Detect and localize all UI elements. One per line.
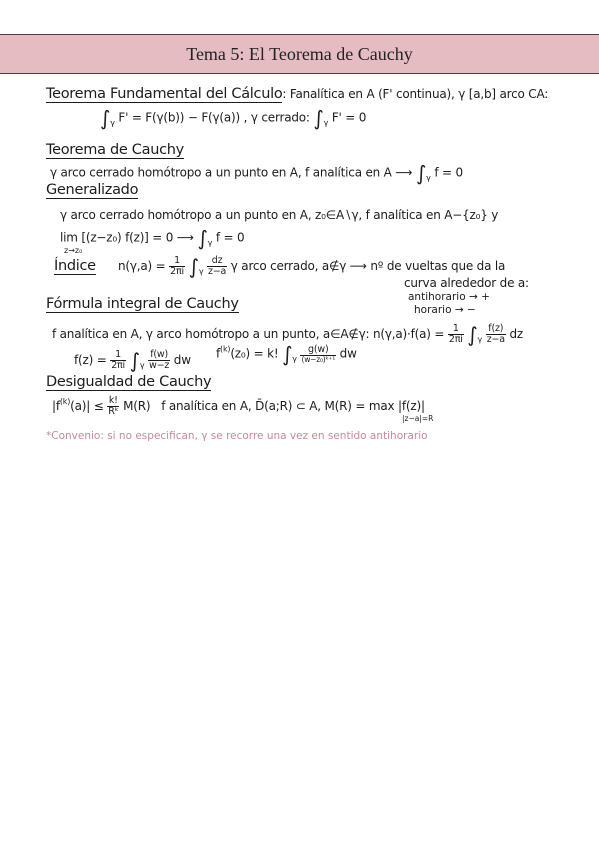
inequality-heading: Desigualdad de Cauchy	[46, 374, 212, 390]
integral-formula-heading: Fórmula integral de Cauchy	[46, 296, 239, 312]
inequality-fraction: $\frac{k!}{\text{Rᵏ}}$	[108, 395, 119, 417]
cauchy-line: γ arco cerrado homótropo a un punto en A, f analítica en A ⟶ $\int_\gamma$ f = 0	[50, 161, 463, 185]
fundamental-formula-line: $\int_\gamma$ F' = F(γ(b)) − F(γ(a)) , γ cerrado: $\int_\gamma$ F' = 0	[100, 106, 367, 130]
integral-sign: ∫	[129, 348, 140, 373]
limit-subscript: z→z₀	[64, 246, 83, 255]
title-banner	[0, 34, 599, 74]
derivative-integrand: $\frac{g(w)}{\text{(w−z₀)ᵏ⁺¹}}$	[301, 343, 336, 364]
derivative-order: (k)	[220, 344, 231, 354]
index-heading: Índice	[54, 258, 96, 274]
page-title: Tema 5: El Teorema de Cauchy	[186, 44, 413, 64]
derivative-arg: (z₀) = k!	[230, 346, 279, 361]
inequality-line	[52, 396, 425, 417]
closed-label: , γ cerrado:	[243, 110, 310, 125]
integral-sign: ∫	[282, 342, 293, 366]
integral-sign: ∫	[100, 106, 111, 130]
generalized-statement: γ arco cerrado homótropo a un punto en A, z₀∈A∖γ, f analítica en A−{z₀} y	[60, 208, 499, 222]
f-integrand: $\frac{f(w)}{w-z}$	[149, 349, 170, 371]
anticlockwise-rule: antihorario → +	[408, 291, 490, 303]
index-coefficient: $\frac{1}{2\pi i}$	[170, 255, 184, 277]
inequality-condition: f analítica en A, D̄(a;R) ⊂ A, M(R) = max |f(z)|	[161, 398, 425, 413]
integral-formula-statement: f analítica en A, γ arco homótropo a un punto, a∈A∉γ: n(γ,a)·f(a) =	[52, 326, 445, 341]
integral-sign: ∫	[313, 106, 324, 130]
inequality-arg: (a)| ≤	[70, 398, 104, 413]
fundamental-formula: F' = F(γ(b)) − F(γ(a))	[118, 110, 241, 125]
cauchy-result: f = 0	[434, 165, 463, 180]
inequality-rhs: M(R)	[123, 398, 151, 413]
integral-sign: ∫	[415, 161, 427, 185]
generalized-limit-line: lim [(z−z₀) f(z)] = 0 ⟶ $\int_\gamma$ f = 0	[60, 226, 245, 250]
f-lhs: f(z) =	[74, 352, 107, 367]
derivative-lhs: f	[216, 346, 221, 361]
fundamental-statement: : Fanalítica en A (F' continua), γ [a,b] arco CA:	[282, 87, 549, 101]
derivative-dw: dw	[339, 346, 357, 361]
fundamental-heading: Teorema Fundamental del Cálculo	[46, 86, 283, 102]
integral-sign: ∫	[467, 322, 478, 347]
clockwise-rule: horario → −	[414, 304, 476, 316]
integral-formula-integrand: $\frac{f(z)}{z-a}$	[486, 323, 505, 345]
limit-expression: lim [(z−z₀) f(z)] = 0 ⟶	[60, 230, 194, 245]
f-dw: dw	[173, 352, 191, 367]
fundamental-theorem	[46, 86, 548, 102]
max-subscript: |z−a|=R	[402, 414, 434, 423]
generalized-result: f = 0	[215, 230, 245, 245]
integral-formula-dz: dz	[509, 326, 524, 341]
index-condition-2: curva alrededor de a:	[404, 276, 529, 290]
generalized-heading: Generalizado	[46, 182, 139, 198]
closed-formula: F' = 0	[331, 110, 367, 125]
f-coefficient: $\frac{1}{2\pi i}$	[111, 349, 125, 371]
integral-formula-line: f analítica en A, γ arco homótropo a un punto, a∈A∉γ: n(γ,a)·f(a) = $\frac{1}{2\pi i}$ $\int_\gamma$ $\frac{f(z)}{z-a}$ dz	[52, 322, 524, 347]
integral-sign: ∫	[197, 226, 208, 250]
convention-note: *Convenio: si no especifican, γ se recorre una vez en sentido antihorario	[46, 430, 428, 442]
index-condition: γ arco cerrado, a∉γ ⟶ nº de vueltas que da la	[230, 258, 506, 273]
integral-formula-coefficient: $\frac{1}{2\pi i}$	[448, 323, 463, 345]
integral-sign: ∫	[188, 254, 199, 279]
derivative-formula: $f^{(k)}(z_0) = k$! $\int_\gamma$ $\frac{g(w)}{\text{(w−z₀)ᵏ⁺¹}}$ dw	[216, 342, 357, 366]
index-integrand: $\frac{dz}{z-a}$	[207, 255, 227, 277]
inequality-order: (k)	[59, 396, 71, 406]
index-formula: n(γ,a) = $\frac{1}{2\pi i}$ $\int_\gamma$ $\frac{dz}{z-a}$ γ arco cerrado, a∉γ ⟶ nº de vueltas que da la	[118, 254, 506, 279]
inequality-lhs: |f	[52, 398, 60, 413]
f-formula: f(z) = $\frac{1}{2\pi i}$ $\int_\gamma$ $\frac{f(w)}{w-z}$ dw	[74, 348, 191, 373]
cauchy-statement: γ arco cerrado homótropo a un punto en A, f analítica en A ⟶	[50, 165, 413, 180]
index-lhs: n(γ,a) =	[118, 258, 166, 273]
cauchy-heading: Teorema de Cauchy	[46, 142, 184, 158]
